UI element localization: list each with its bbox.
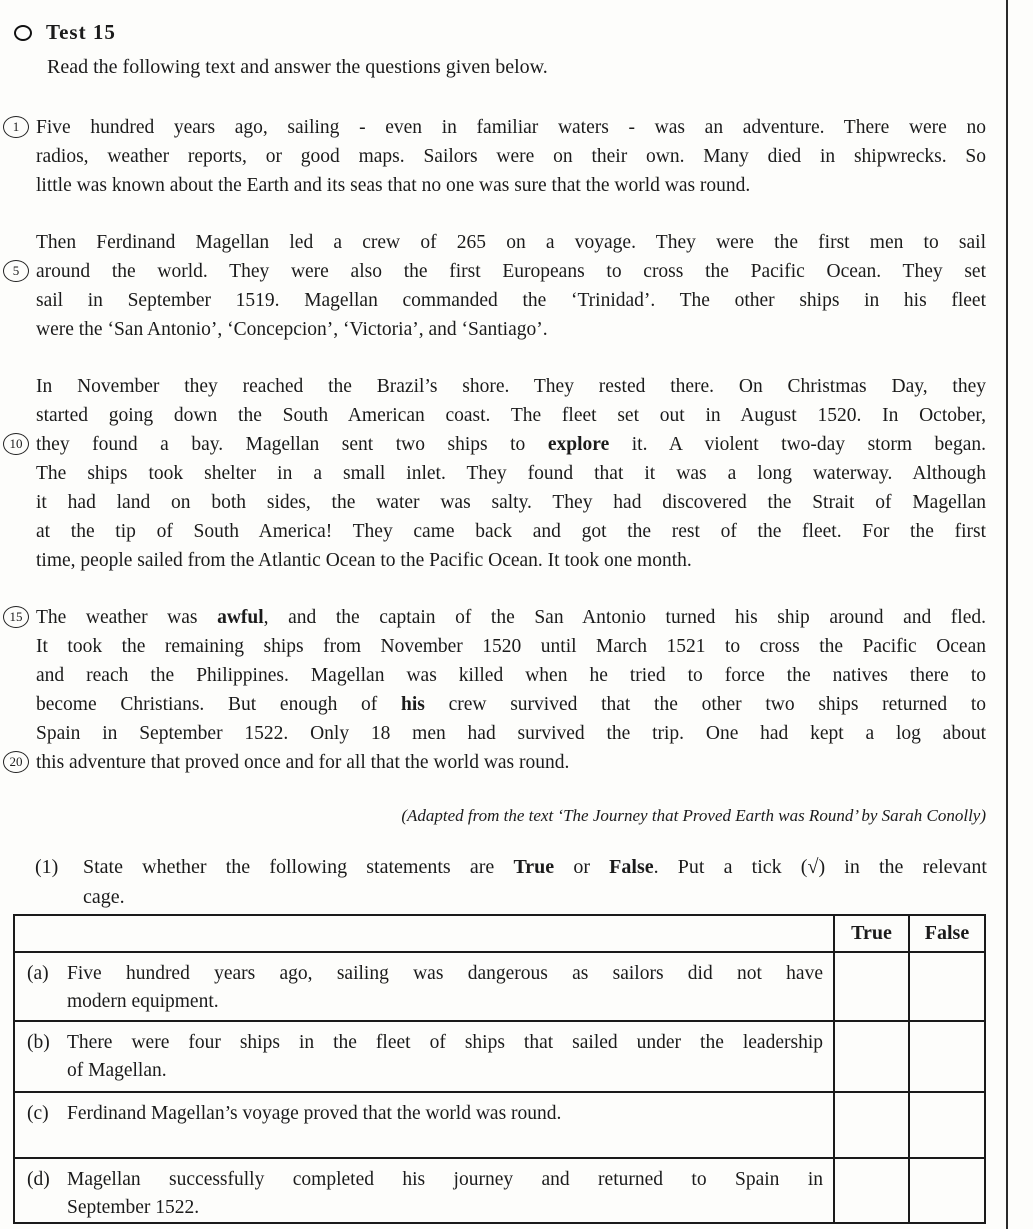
- passage-attribution: (Adapted from the text ‘The Journey that Proved Earth was Round’ by Sarah Conolly): [401, 806, 986, 825]
- passage-line: Spain in September 1522. Only 18 men had survived the trip. One had kept a log about: [36, 723, 986, 744]
- true-tick-cell[interactable]: [834, 952, 909, 1021]
- statement-cell: [14, 1092, 834, 1158]
- false-tick-cell[interactable]: [909, 1021, 985, 1092]
- passage-line: were the ‘San Antonio’, ‘Concepcion’, ‘Victoria’, and ‘Santiago’.: [36, 319, 548, 340]
- row-label: (d): [27, 1169, 50, 1190]
- table-row: [14, 1021, 985, 1092]
- statement-line: modern equipment.: [67, 991, 219, 1012]
- table-header-row: [14, 915, 985, 952]
- true-tick-cell[interactable]: [834, 1092, 909, 1158]
- passage-paragraph: [12, 228, 986, 344]
- line-number-badge: 10: [3, 433, 29, 455]
- passage-line: The ships took shelter in a small inlet. They found that it was a long waterway. Although: [36, 463, 986, 484]
- page-edge-line: [1006, 0, 1008, 1229]
- row-label: (a): [27, 963, 49, 984]
- line-number-badge: 20: [3, 751, 29, 773]
- true-tick-cell[interactable]: [834, 1158, 909, 1223]
- question-line: cage.: [83, 886, 125, 908]
- question-1: [35, 852, 987, 912]
- passage-line: this adventure that proved once and for all that the world was round. 20: [36, 748, 986, 777]
- false-tick-cell[interactable]: [909, 1158, 985, 1223]
- false-tick-cell[interactable]: [909, 952, 985, 1021]
- statement-cell: [14, 1158, 834, 1223]
- passage-line: time, people sailed from the Atlantic Ocean to the Pacific Ocean. It took one month.: [36, 550, 692, 571]
- reading-passage: [9, 113, 986, 777]
- table-row: [14, 952, 985, 1021]
- circle-bullet-icon: [14, 25, 32, 41]
- statement-cell: [14, 1021, 834, 1092]
- question-number: (1): [35, 856, 59, 878]
- test-instruction: Read the following text and answer the questions given below.: [47, 56, 548, 78]
- question-line: State whether the following statements are True or False. Put a tick (√) in the relevant: [83, 856, 987, 878]
- true-false-table: [13, 914, 986, 1224]
- passage-line: it had land on both sides, the water was salty. They had discovered the Strait of Magellan: [36, 492, 986, 513]
- statement-line: September 1522.: [67, 1197, 200, 1218]
- passage-line: In November they reached the Brazil’s shore. They rested there. On Christmas Day, they: [36, 376, 986, 397]
- statement-line: Magellan successfully completed his journey and returned to Spain in: [67, 1169, 823, 1190]
- row-label: (c): [27, 1103, 49, 1124]
- passage-line: little was known about the Earth and its seas that no one was sure that the world was round.: [36, 175, 751, 196]
- passage-line: Five hundred years ago, sailing - even in familiar waters - was an adventure. There were no 1: [36, 113, 986, 142]
- statement-header-cell: [14, 915, 834, 952]
- false-column-header: False: [909, 915, 985, 952]
- line-number-badge: 15: [3, 606, 29, 628]
- passage-line: they found a bay. Magellan sent two ships to explore it. A violent two-day storm began. 10: [36, 430, 986, 459]
- table-row: [14, 1158, 985, 1223]
- passage-line: sail in September 1519. Magellan commanded the ‘Trinidad’. The other ships in his fleet: [36, 290, 986, 311]
- passage-line: It took the remaining ships from November 1520 until March 1521 to cross the Pacific Ocean: [36, 636, 986, 657]
- true-column-header: True: [834, 915, 909, 952]
- line-number-badge: 1: [3, 116, 29, 138]
- line-number-badge: 5: [3, 260, 29, 282]
- statement-line: There were four ships in the fleet of ships that sailed under the leadership: [67, 1032, 823, 1053]
- row-label: (b): [27, 1032, 50, 1053]
- statement-line: Ferdinand Magellan’s voyage proved that the world was round.: [67, 1103, 562, 1124]
- passage-line: The weather was awful, and the captain of the San Antonio turned his ship around and fled. 15: [36, 603, 986, 632]
- test-header: [14, 20, 116, 45]
- statement-line: Five hundred years ago, sailing was dangerous as sailors did not have: [67, 963, 823, 984]
- statement-cell: [14, 952, 834, 1021]
- passage-line: become Christians. But enough of his crew survived that the other two ships returned to: [36, 694, 986, 715]
- passage-line: around the world. They were also the first Europeans to cross the Pacific Ocean. They set 5: [36, 257, 986, 286]
- passage-paragraph: [9, 603, 986, 777]
- test-title: Test 15: [46, 20, 116, 44]
- passage-line: at the tip of South America! They came back and got the rest of the fleet. For the first: [36, 521, 986, 542]
- passage-line: started going down the South American coast. The fleet set out in August 1520. In October,: [36, 405, 986, 426]
- false-tick-cell[interactable]: [909, 1092, 985, 1158]
- question-text: [83, 852, 987, 912]
- passage-paragraph: [9, 372, 986, 575]
- passage-line: and reach the Philippines. Magellan was killed when he tried to force the natives there to: [36, 665, 986, 686]
- passage-line: radios, weather reports, or good maps. Sailors were on their own. Many died in shipwrecks. So: [36, 146, 986, 167]
- passage-paragraph: [12, 113, 986, 200]
- passage-line: Then Ferdinand Magellan led a crew of 265 on a voyage. They were the first men to sail: [36, 232, 986, 253]
- true-tick-cell[interactable]: [834, 1021, 909, 1092]
- table-row: [14, 1092, 985, 1158]
- statement-line: of Magellan.: [67, 1060, 167, 1081]
